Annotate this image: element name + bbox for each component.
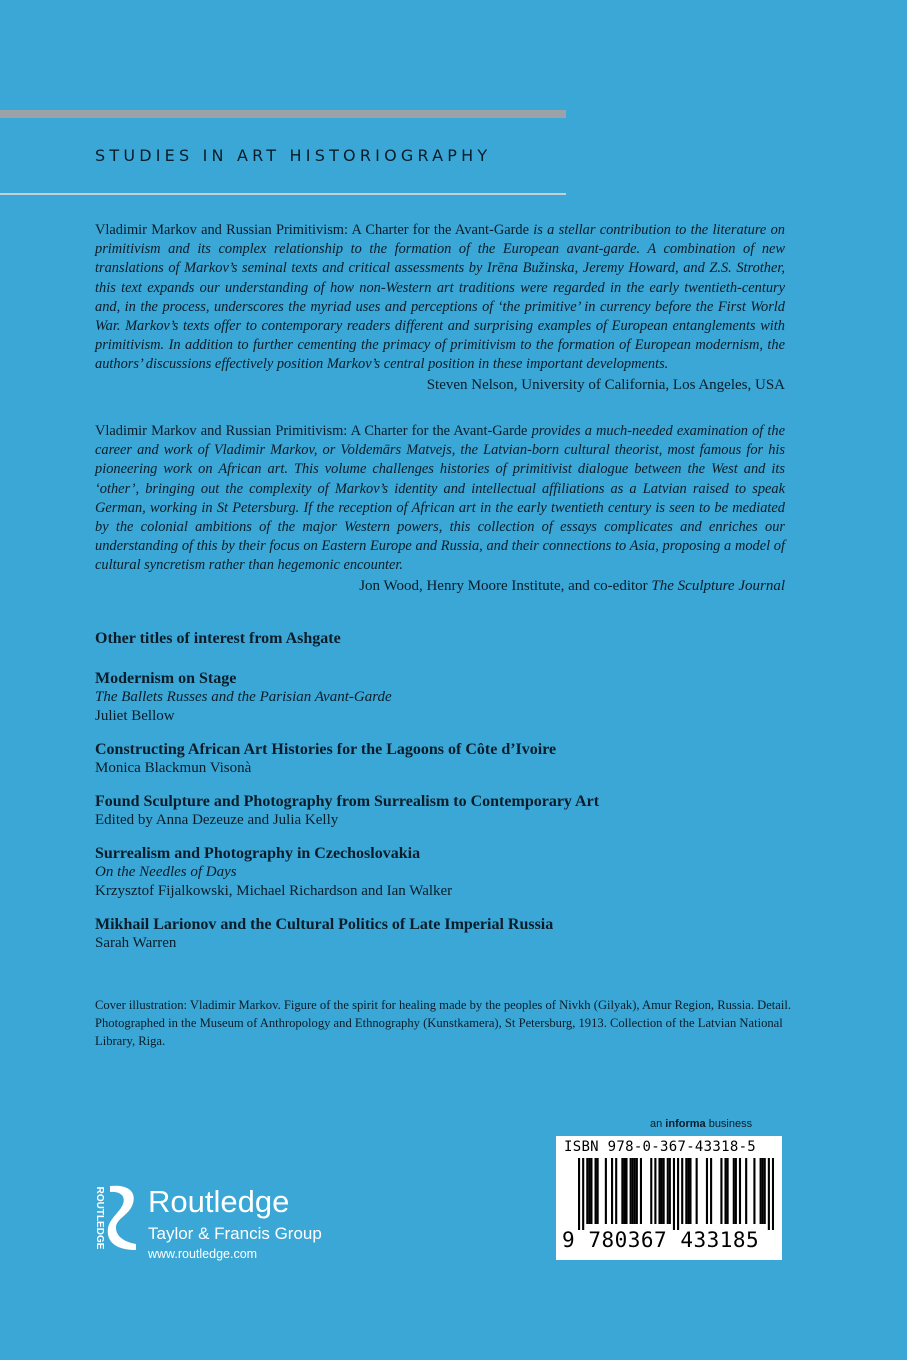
barcode-bar <box>634 1158 636 1224</box>
barcode-bar <box>588 1158 590 1224</box>
barcode-bar <box>586 1158 588 1224</box>
barcode-bar <box>760 1158 762 1224</box>
other-title-title: Constructing African Art Histories for the Lagoons of Côte d’Ivoire <box>95 741 557 758</box>
barcode-bar <box>640 1158 642 1224</box>
barcode-bar <box>739 1158 741 1224</box>
other-title-item <box>95 669 815 726</box>
publisher-url: www.routledge.com <box>148 1247 258 1261</box>
ean-rest-digits: 780367 433185 <box>588 1228 760 1252</box>
other-title-subtitle: On the Needles of Days <box>95 864 237 880</box>
barcode-bar <box>625 1158 627 1224</box>
other-title-authors: Monica Blackmun Visonà <box>95 760 252 776</box>
barcode-bar <box>661 1158 663 1224</box>
barcode-bar <box>621 1158 623 1224</box>
review-2 <box>95 422 785 596</box>
barcode-bar <box>762 1158 764 1224</box>
barcode-bars <box>578 1158 774 1230</box>
barcode-bar <box>685 1158 687 1224</box>
other-title-authors: Juliet Bellow <box>95 708 175 724</box>
barcode-bar <box>615 1158 617 1224</box>
publisher-group: Taylor & Francis Group <box>148 1224 322 1243</box>
other-title-item <box>95 792 815 830</box>
barcode-bar <box>768 1158 770 1230</box>
barcode-bar <box>590 1158 592 1224</box>
isbn-label: ISBN 978-0-367-43318-5 <box>564 1139 757 1155</box>
barcode-bar <box>595 1158 597 1224</box>
other-title-title: Modernism on Stage <box>95 670 237 687</box>
barcode-bar <box>735 1158 737 1224</box>
series-rule <box>0 193 566 195</box>
barcode-bar <box>720 1158 722 1224</box>
review-body: provides a much-needed examination of the career and work of Vladimir Markov, or Voldemārs Matvejs, the Latvian-born cultural theorist, most famous for his pioneering work on African art. This volume challenges histories of primitivist dialogue between the West and its ‘other’, bringing out the complexity of Markov’s identity and intellectual affiliations as a Latvian raised to speak German, working in St Petersburg. If the reception of African art in the early twentieth century is seen to be mediated by the colonial ambitions of the major Western powers, this collection of essays complicates and enriches our understanding of this by their focus on Eastern Europe and Russia, and their connections to Asia, proposing a model of cultural syncretism rather than hegemonic encounter. <box>95 423 785 574</box>
barcode-bar <box>578 1158 580 1230</box>
barcode-bar <box>605 1158 607 1224</box>
barcode-bar <box>673 1158 675 1230</box>
ean-digits <box>562 1228 759 1252</box>
barcode-bar <box>745 1158 747 1224</box>
review-book-title: Vladimir Markov and Russian Primitivism: A Charter for the Avant-Garde <box>95 423 528 439</box>
barcode-bar <box>632 1158 634 1224</box>
other-titles-heading: Other titles of interest from Ashgate <box>95 630 341 647</box>
publisher-name: Routledge <box>148 1184 290 1219</box>
barcode-bar <box>724 1158 726 1224</box>
barcode-bar <box>597 1158 599 1224</box>
barcode-bar <box>710 1158 712 1224</box>
barcode-bar <box>611 1158 613 1224</box>
other-title-item <box>95 915 815 953</box>
barcode-bar <box>681 1158 683 1224</box>
barcode-bar <box>764 1158 766 1224</box>
barcode-bar <box>654 1158 656 1224</box>
barcode-bar <box>677 1158 679 1230</box>
barcode-bar <box>623 1158 625 1224</box>
barcode-bar <box>753 1158 755 1224</box>
barcode-bar <box>706 1158 708 1224</box>
barcode-bar <box>636 1158 638 1224</box>
routledge-logo <box>88 1180 348 1270</box>
barcode-bar <box>582 1158 584 1230</box>
other-title-authors: Edited by Anna Dezeuze and Julia Kelly <box>95 812 339 828</box>
other-title-title: Surrealism and Photography in Czechoslovakia <box>95 845 421 862</box>
barcode-bar <box>696 1158 698 1224</box>
informa-prefix: an <box>650 1118 666 1130</box>
barcode-bar <box>663 1158 665 1224</box>
barcode-bar <box>727 1158 729 1224</box>
barcode-bar <box>630 1158 632 1224</box>
informa-suffix: business <box>705 1118 753 1130</box>
review-body: is a stellar contribution to the literature on primitivism and its complex relationship to the formation of the European avant-garde. A combination of new translations of Markov’s seminal texts and critical assessments by Irēna Bužinska, Jeremy Howard, and Z.S. Strother, this text expands our understanding of how non-Western art traditions were regarded in the early twentieth-century and, in the process, underscores the myriad uses and perceptions of ‘the primitive’ in currency before the First World War. Markov’s texts offer to contemporary readers different and surprising examples of European entanglements with primitivism. In addition to further cementing the primacy of primitivism to the formation of European modernism, the authors’ discussions effectively position Markov’s central position in these important developments. <box>95 222 785 373</box>
other-title-item <box>95 844 815 901</box>
routledge-vertical-mark: ROUTLEDGE <box>94 1186 105 1250</box>
cover-illustration-credit: Cover illustration: Vladimir Markov. Figure of the spirit for healing made by the peoples of Nivkh (Gilyak), Amur Region, Russia. Detail. Photographed in the Museum of Anthropology and Ethnography (Kunstkamera), St Petersburg, 1913. Collection of the Latvian National Library, Riga. <box>95 998 792 1048</box>
barcode-bar <box>650 1158 652 1224</box>
other-title-authors: Krzysztof Fijalkowski, Michael Richardson and Ian Walker <box>95 883 453 899</box>
other-title-title: Mikhail Larionov and the Cultural Politics of Late Imperial Russia <box>95 916 554 933</box>
ean-first-digit: 9 <box>562 1228 576 1252</box>
series-title: STUDIES IN ART HISTORIOGRAPHY <box>95 146 492 165</box>
barcode-bar <box>772 1158 774 1230</box>
barcode-bar <box>689 1158 691 1224</box>
other-titles-list <box>95 669 815 967</box>
barcode-bar <box>658 1158 660 1224</box>
review-1 <box>95 221 785 395</box>
barcode-bar <box>669 1158 671 1224</box>
isbn-barcode <box>556 1136 782 1260</box>
other-title-title: Found Sculpture and Photography from Surrealism to Contemporary Art <box>95 793 600 810</box>
barcode-bar <box>687 1158 689 1224</box>
other-title-subtitle: The Ballets Russes and the Parisian Avant-Garde <box>95 689 392 705</box>
top-rule <box>0 110 566 118</box>
barcode-bar <box>733 1158 735 1224</box>
attribution-journal: The Sculpture Journal <box>651 577 785 594</box>
routledge-mark-icon <box>88 1182 146 1252</box>
other-title-item <box>95 740 815 778</box>
informa-brand: informa <box>665 1118 706 1130</box>
review-attribution <box>95 577 785 596</box>
barcode-bar <box>667 1158 669 1224</box>
attribution-text: Jon Wood, Henry Moore Institute, and co-editor <box>359 577 652 594</box>
other-title-authors: Sarah Warren <box>95 935 177 951</box>
review-book-title: Vladimir Markov and Russian Primitivism: A Charter for the Avant-Garde <box>95 222 529 238</box>
review-attribution: Steven Nelson, University of California, Los Angeles, USA <box>426 376 785 393</box>
informa-tagline <box>650 1118 752 1130</box>
